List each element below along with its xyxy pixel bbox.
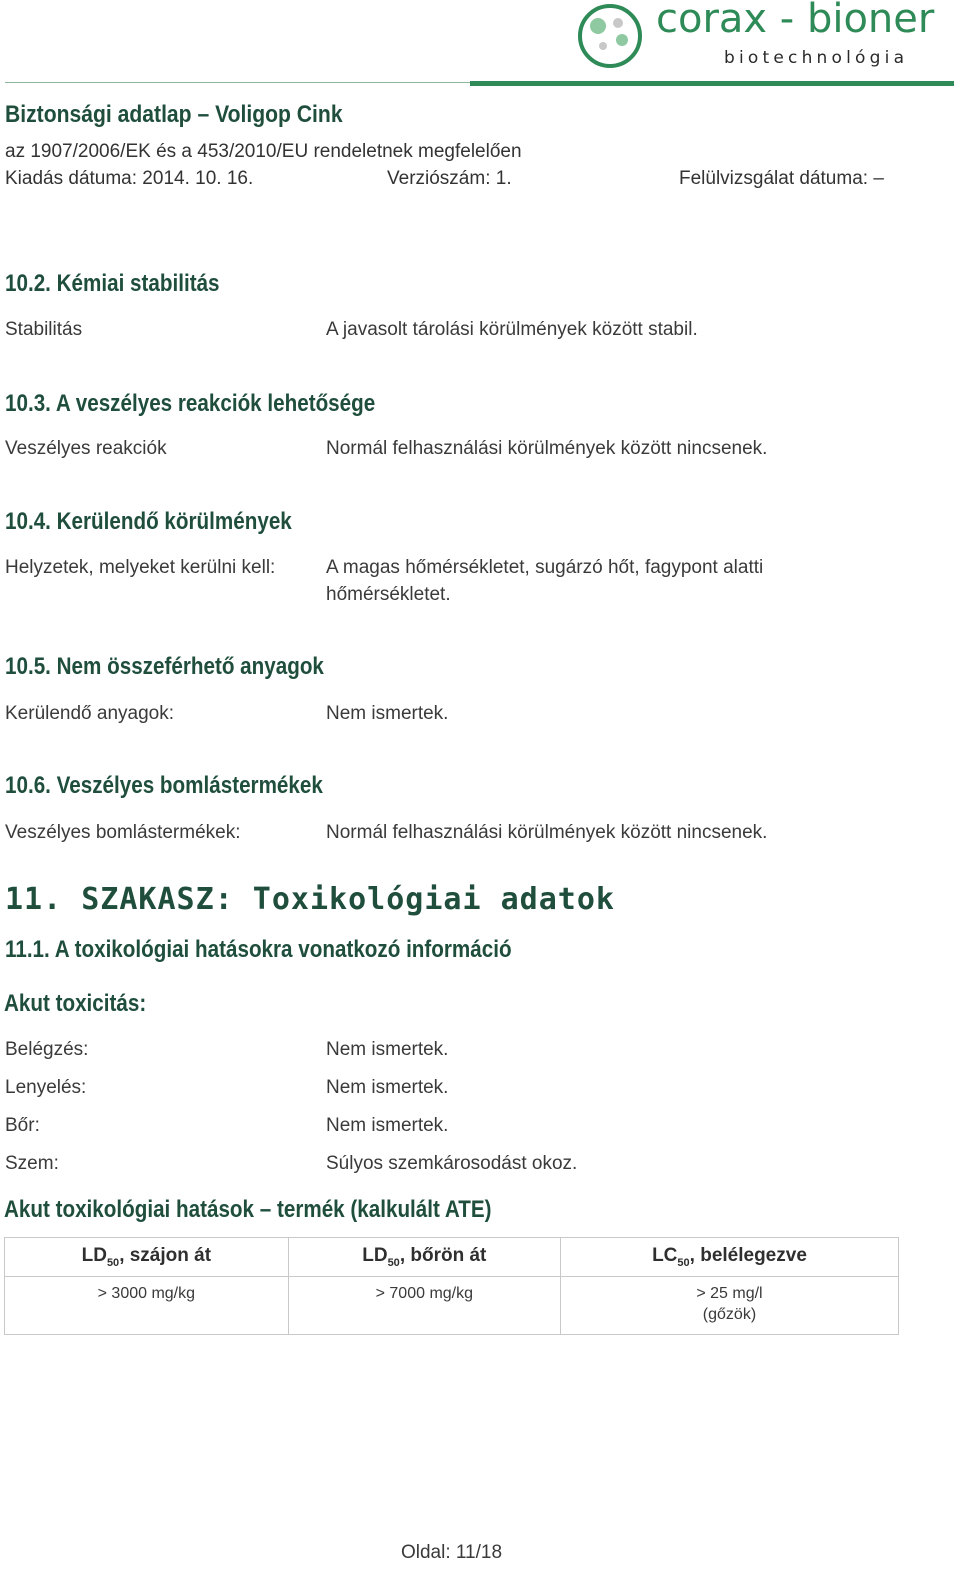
acute-toxicity-heading: Akut toxicitás:	[4, 990, 147, 1017]
table-header-dermal: $LD_{50}$, bőrön át	[288, 1238, 560, 1277]
table-cell-inhalation: > 25 mg/l (gőzök)	[560, 1277, 898, 1335]
inhalation-label: Belégzés:	[5, 1039, 89, 1060]
issue-date: Kiadás dátuma: 2014. 10. 16.	[5, 168, 254, 189]
review-date: Felülvizsgálat dátuma: –	[679, 168, 884, 189]
table-cell-oral: > 3000 mg/kg	[5, 1277, 289, 1335]
hazardous-reactions-value: Normál felhasználási körülmények között nincsenek.	[326, 438, 768, 459]
section-heading-11: 11. SZAKASZ: Toxikológiai adatok	[5, 882, 615, 917]
inhalation-value: Nem ismertek.	[326, 1039, 449, 1060]
regulation-text: az 1907/2006/EK és a 453/2010/EU rendeletnek megfelelően	[5, 141, 522, 162]
decomposition-products-label: Veszélyes bomlástermékek:	[5, 822, 241, 843]
table-header-oral: $LD_{50}$, szájon át	[5, 1238, 289, 1277]
section-heading-10-6: 10.6. Veszélyes bomlástermékek	[5, 772, 323, 799]
section-heading-10-5: 10.5. Nem összeférhető anyagok	[5, 653, 324, 680]
incompatible-materials-label: Kerülendő anyagok:	[5, 703, 175, 724]
conditions-to-avoid-label: Helyzetek, melyeket kerülni kell:	[5, 557, 276, 578]
table-header-row	[5, 1238, 899, 1277]
ingestion-value: Nem ismertek.	[326, 1077, 449, 1098]
brand-subtitle: biotechnológia	[724, 48, 909, 68]
subsection-heading-11-1: 11.1. A toxikológiai hatásokra vonatkozó információ	[5, 936, 512, 963]
table-header-inhalation: $LC_{50}$, belélegezve	[560, 1238, 898, 1277]
brand-name: corax - bioner	[656, 0, 935, 42]
hazardous-reactions-label: Veszélyes reakciók	[5, 438, 167, 459]
ingestion-label: Lenyelés:	[5, 1077, 87, 1098]
stability-label: Stabilitás	[5, 319, 83, 340]
eye-label: Szem:	[5, 1153, 59, 1174]
table-row	[5, 1277, 899, 1335]
company-logo	[576, 2, 956, 72]
decomposition-products-value: Normál felhasználási körülmények között nincsenek.	[326, 822, 768, 843]
conditions-to-avoid-value-2: hőmérsékletet.	[326, 584, 451, 605]
section-heading-10-3: 10.3. A veszélyes reakciók lehetősége	[5, 390, 376, 417]
incompatible-materials-value: Nem ismertek.	[326, 703, 449, 724]
skin-value: Nem ismertek.	[326, 1115, 449, 1136]
section-heading-10-2: 10.2. Kémiai stabilitás	[5, 270, 220, 297]
header-accent-bar	[470, 81, 954, 86]
skin-label: Bőr:	[5, 1115, 40, 1136]
stability-value: A javasolt tárolási körülmények között stabil.	[326, 319, 698, 340]
document-title: Biztonsági adatlap – Voligop Cink	[5, 101, 343, 128]
corax-bioner-logo-icon	[576, 2, 644, 70]
section-heading-10-4: 10.4. Kerülendő körülmények	[5, 508, 292, 535]
conditions-to-avoid-value-1: A magas hőmérsékletet, sugárzó hőt, fagypont alatti	[326, 557, 764, 578]
version-number: Verziószám: 1.	[387, 168, 512, 189]
table-cell-dermal: > 7000 mg/kg	[288, 1277, 560, 1335]
ate-heading: Akut toxikológiai hatások – termék (kalkulált ATE)	[4, 1196, 492, 1223]
eye-value: Súlyos szemkárosodást okoz.	[326, 1153, 578, 1174]
ate-table	[4, 1237, 899, 1335]
page-number: Oldal: 11/18	[400, 1542, 503, 1563]
